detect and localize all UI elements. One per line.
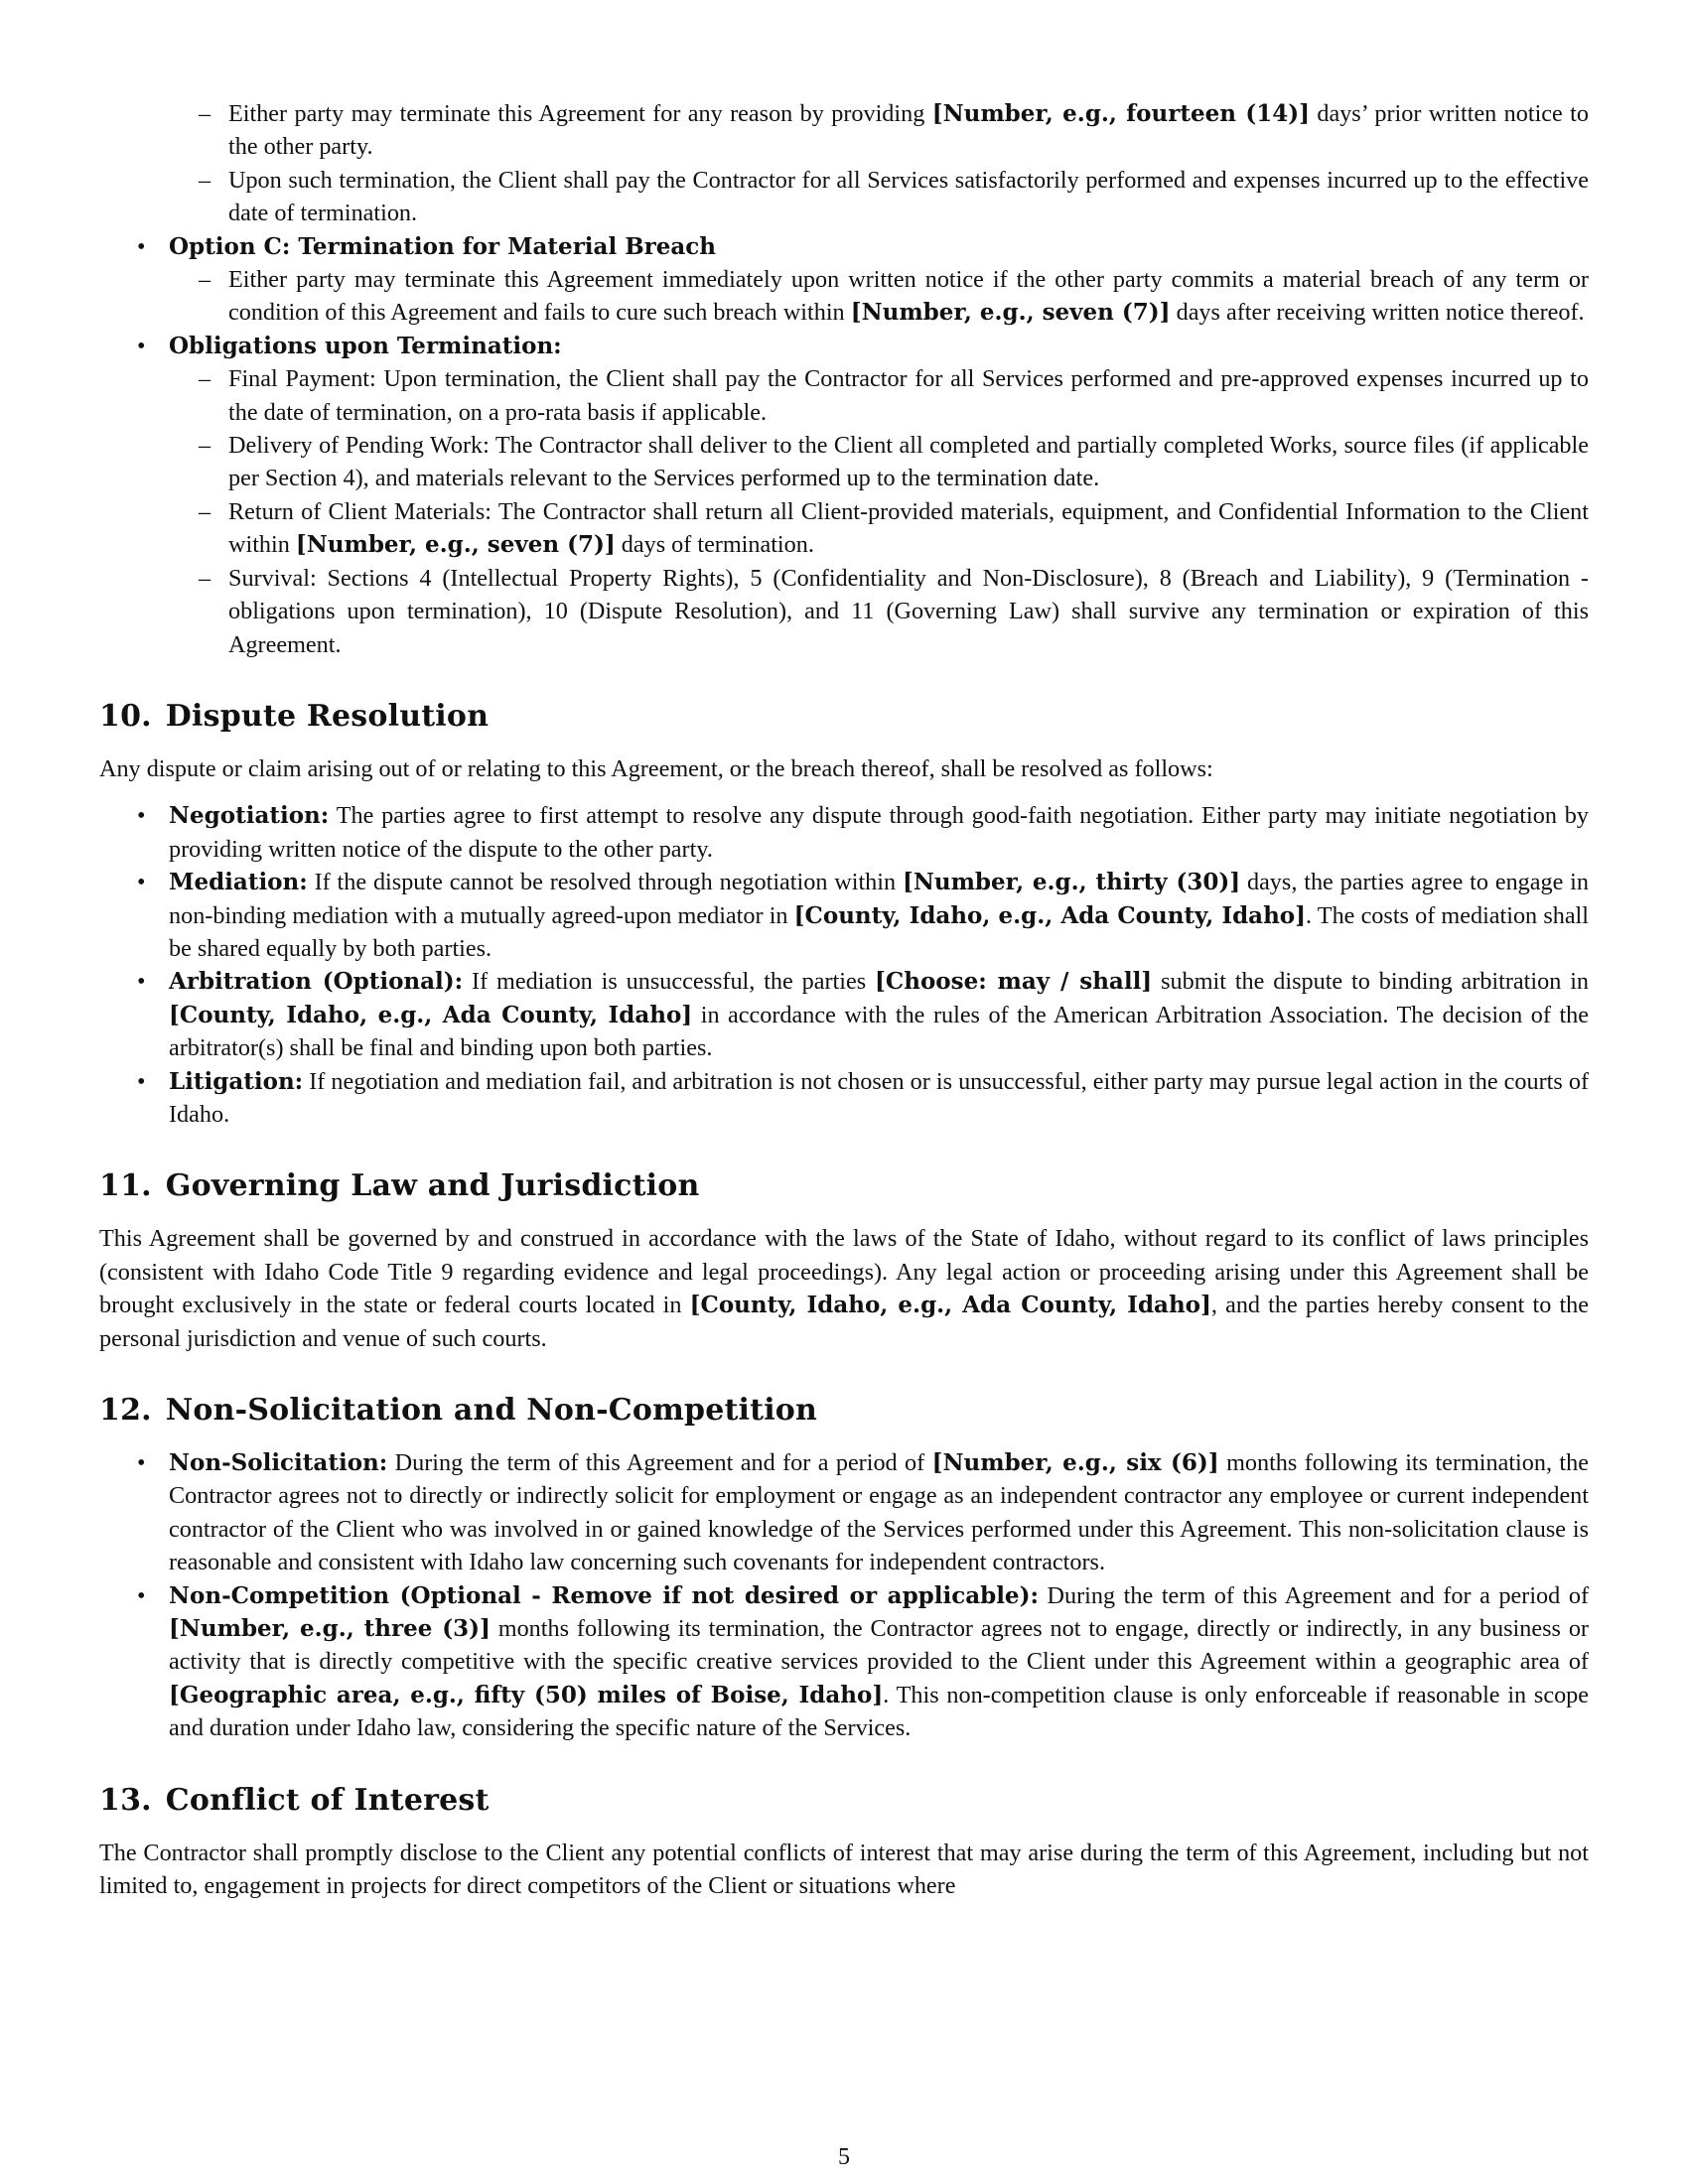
placeholder: [Choose: may / shall] [875,968,1153,996]
item-label: Negotiation: [169,802,330,830]
termination-options [99,230,1589,661]
list-item [169,495,1589,562]
section-title: Conflict of Interest [165,1782,490,1818]
section-number: 10. [99,698,152,734]
list-item [169,362,1589,429]
section-number: 12. [99,1393,152,1428]
item-text: Upon such termination, the Client shall pay the Contractor for all Services satisfactorily performed and expenses incurred up to the effective date of termination. [228,166,1589,227]
list-item [99,1065,1589,1132]
placeholder: [Number, e.g., fourteen (14)] [931,100,1310,127]
placeholder: [Number, e.g., six (6)] [931,1449,1219,1476]
item-text: Delivery of Pending Work: The Contractor shall deliver to the Client all completed and partially completed Works, source files (if applicable per Section 4), and materials relevant to the Services performed up to the termination date. [228,432,1589,492]
list-item [99,965,1589,1064]
item-text: If negotiation and mediation fail, and arbitration is not chosen or is unsuccessful, either party may pursue legal action in the courts of Idaho. [169,1067,1589,1128]
item-text: . This non-competition clause is only enforceable if reasonable in scope and duration under Idaho law, considering the specific nature of the Services. [169,1681,1589,1742]
placeholder: [County, Idaho, e.g., Ada County, Idaho] [169,1001,693,1028]
list-item [99,330,1589,661]
section-body [99,1222,1589,1355]
list-item [99,1579,1589,1745]
item-text: Either party may terminate this Agreement for any reason by providing [228,100,932,127]
placeholder: [Number, e.g., thirty (30)] [902,869,1241,896]
document-page [99,97,1589,1916]
item-label: Mediation: [169,869,308,896]
item-text: Final Payment: Upon termination, the Client shall pay the Contractor for all Services performed and pre-approved expenses incurred up to the date of termination, on a pro-rata basis if applicable. [228,365,1589,426]
list-item [169,97,1589,164]
section-title: Non-Solicitation and Non-Competition [165,1393,818,1428]
item-text: If the dispute cannot be resolved through negotiation within [307,869,903,896]
item-text: months following its termination, the Contractor agrees not to engage, directly or indirectly, in any business or activity that is directly competitive with the specific creative services provided to the Client under this Agreement within a geographic area of [169,1615,1589,1676]
item-text: in accordance with the rules of the American Arbitration Association. The decision of the arbitrator(s) shall be final and binding upon both parties. [169,1001,1589,1062]
item-text: months following its termination, the Contractor agrees not to directly or indirectly solicit for employment or engage as an independent contractor any employee or current independent contractor of the Client who was involved in or gained knowledge of the Services performed under this Agreement. This non-solicitation clause is reasonable and consistent with Idaho law concerning such covenants for independent contractors. [169,1449,1589,1576]
body-text: , and the parties hereby consent to the personal jurisdiction and venue of such courts. [99,1292,1589,1352]
list-item [99,866,1589,965]
section-intro: Any dispute or claim arising out of or relating to this Agreement, or the breach thereof, shall be resolved as follows: [99,754,1213,782]
item-text: days of termination. [615,531,814,559]
dispute-list [99,799,1589,1131]
page-number: 5 [838,2144,850,2170]
body-text: This Agreement shall be governed by and construed in accordance with the laws of the State of Idaho, without regard to its conflict of laws principles (consistent with Idaho Code Title 9 regarding evidence and legal proceedings). Any legal action or proceeding arising under this Agreement shall be brought exclusively in the state or federal courts located in [99,1225,1589,1319]
item-label: Litigation: [169,1067,304,1095]
placeholder: [Number, e.g., seven (7)] [850,299,1171,327]
list-item [169,164,1589,230]
item-text: The parties agree to first attempt to resolve any dispute through good-faith negotiation. Either party may initiate negotiation by providing written notice of the dispute to the other party. [169,802,1589,863]
option-c-title: Option C: Termination for Material Breach [169,232,717,260]
item-text: submit the dispute to binding arbitration in [1152,968,1590,996]
item-text: days after receiving written notice thereof. [1170,299,1585,327]
item-text: days’ prior written notice to the other party. [228,100,1589,161]
list-item [169,263,1589,330]
list-item [99,799,1589,866]
list-item [99,1446,1589,1579]
section-heading-11 [99,1168,1589,1204]
section-heading-13 [99,1783,1589,1819]
item-label: Non-Solicitation: [169,1449,388,1476]
section-heading-12 [99,1393,1589,1429]
obligations-title: Obligations upon Termination: [169,332,562,359]
section-title: Dispute Resolution [165,698,490,734]
item-label: Arbitration (Optional): [169,968,464,996]
section-body: The Contractor shall promptly disclose to the Client any potential conflicts of interest that may arise during the term of this Agreement, including but not limited to, engagement in projects for direct competitors of the Client or situations where [99,1839,1589,1900]
item-text: If mediation is unsuccessful, the parties [463,968,876,996]
section-title: Governing Law and Jurisdiction [165,1168,700,1204]
placeholder: [County, Idaho, e.g., Ada County, Idaho] [689,1292,1211,1319]
placeholder: [Number, e.g., seven (7)] [295,531,616,559]
section-number: 13. [99,1782,152,1818]
item-text: During the term of this Agreement and for a period of [387,1449,932,1476]
non-solicitation-list [99,1446,1589,1745]
item-text: Survival: Sections 4 (Intellectual Property Rights), 5 (Confidentiality and Non-Disclosure), 8 (Breach and Liability), 9 (Termination - obligations upon termination), 10 (Dispute Resolution), and 11 (Governing Law) shall survive any termination or expiration of this Agreement. [228,564,1589,658]
placeholder: [Geographic area, e.g., fifty (50) miles of Boise, Idaho] [169,1681,884,1708]
item-text: days, the parties agree to engage in non-binding mediation with a mutually agreed-upon mediator in [169,869,1589,929]
option-b-items [99,97,1589,230]
list-item [99,230,1589,330]
list-item [169,562,1589,661]
section-number: 11. [99,1168,152,1204]
item-text: Return of Client Materials: The Contractor shall return all Client-provided materials, equipment, and Confidential Information to the Client within [228,497,1589,559]
section-heading-10 [99,699,1589,735]
item-text: Either party may terminate this Agreement immediately upon written notice if the other party commits a material breach of any term or condition of this Agreement and fails to cure such breach within [228,266,1589,327]
list-item [169,429,1589,495]
item-text: . The costs of mediation shall be shared equally by both parties. [169,901,1589,962]
item-label: Non-Competition (Optional - Remove if not desired or applicable): [169,1581,1039,1609]
item-text: During the term of this Agreement and for a period of [1038,1581,1589,1609]
placeholder: [County, Idaho, e.g., Ada County, Idaho] [793,901,1307,929]
placeholder: [Number, e.g., three (3)] [169,1615,491,1643]
